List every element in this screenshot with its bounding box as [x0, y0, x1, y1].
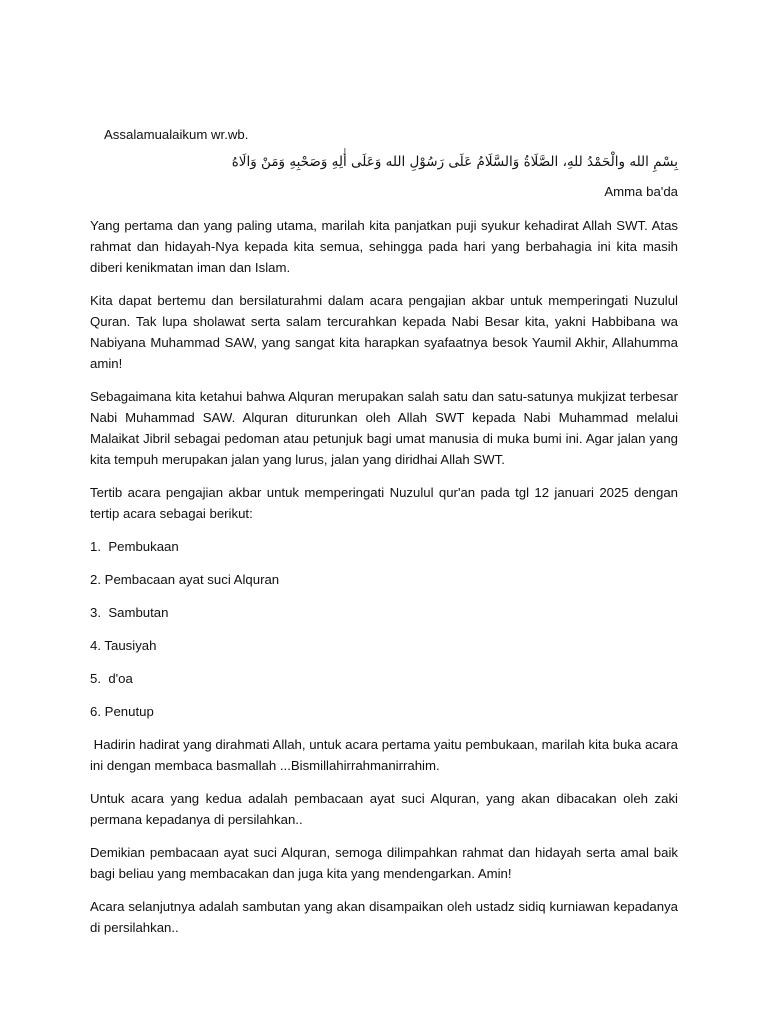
paragraph: Sebagaimana kita ketahui bahwa Alquran merupakan salah satu dan satu-satunya mukjizat terbesar Nabi Muhammad SAW. Alquran diturunkan oleh Allah SWT kepada Nabi Muhammad melalui Malaikat Jibril sebagai pedoman atau petunjuk bagi umat manusia di muka bumi ini. Agar jalan yang kita tempuh merupakan jalan yang lurus, jalan yang diridhai Allah SWT. [90, 389, 678, 467]
greeting: Assalamualaikum wr.wb. [104, 127, 249, 142]
agenda-item: 4. Tausiyah [90, 638, 157, 653]
paragraph: Demikian pembacaan ayat suci Alquran, semoga dilimpahkan rahmat dan hidayah serta amal baik bagi beliau yang membacakan dan juga kita yang mendengarkan. Amin! [90, 845, 678, 881]
document-body [90, 124, 682, 950]
agenda-item: 3. Sambutan [90, 605, 169, 620]
agenda-item: 1. Pembukaan [90, 539, 179, 554]
paragraph: Hadirin hadirat yang dirahmati Allah, untuk acara pertama yaitu pembukaan, marilah kita buka acara ini dengan membaca basmallah ...Bismillahirrahmanirrahim. [90, 737, 682, 773]
arabic-opening: بِسْمِ الله والْحَمْدُ للهِ، الصَّلَاةُ وَالسَّلَامُ عَلَى رَسُوْلِ الله وَعَلَى أٰلِهِ وَصَحْبِهِ وَمَنْ وَالَاهُ [231, 154, 678, 170]
paragraph: Kita dapat bertemu dan bersilaturahmi dalam acara pengajian akbar untuk memperingati Nuzulul Quran. Tak lupa sholawat serta salam tercurahkan kepada Nabi Besar kita, yakni Habbibana wa Nabiyana Muhammad SAW, yang sangat kita harapkan syafaatnya besok Yaumil Akhir, Allahumma amin! [90, 293, 678, 371]
agenda-item: 2. Pembacaan ayat suci Alquran [90, 572, 280, 587]
paragraph: Acara selanjutnya adalah sambutan yang akan disampaikan oleh ustadz sidiq kurniawan kepadanya di persilahkan.. [90, 899, 678, 935]
paragraph: Untuk acara yang kedua adalah pembacaan ayat suci Alquran, yang akan dibacakan oleh zaki permana kepadanya di persilahkan.. [90, 791, 678, 827]
agenda-item: 6. Penutup [90, 704, 154, 719]
amma-bada: Amma ba'da [604, 184, 678, 199]
paragraph: Yang pertama dan yang paling utama, marilah kita panjatkan puji syukur kehadirat Allah SWT. Atas rahmat dan hidayah-Nya kepada kita semua, sehingga pada hari yang berbahagia ini kita masih diberi kenikmatan iman dan Islam. [90, 218, 678, 275]
paragraph: Tertib acara pengajian akbar untuk memperingati Nuzulul qur'an pada tgl 12 januari 2025 dengan tertip acara sebagai berikut: [90, 485, 678, 521]
agenda-item: 5. d'oa [90, 671, 133, 686]
